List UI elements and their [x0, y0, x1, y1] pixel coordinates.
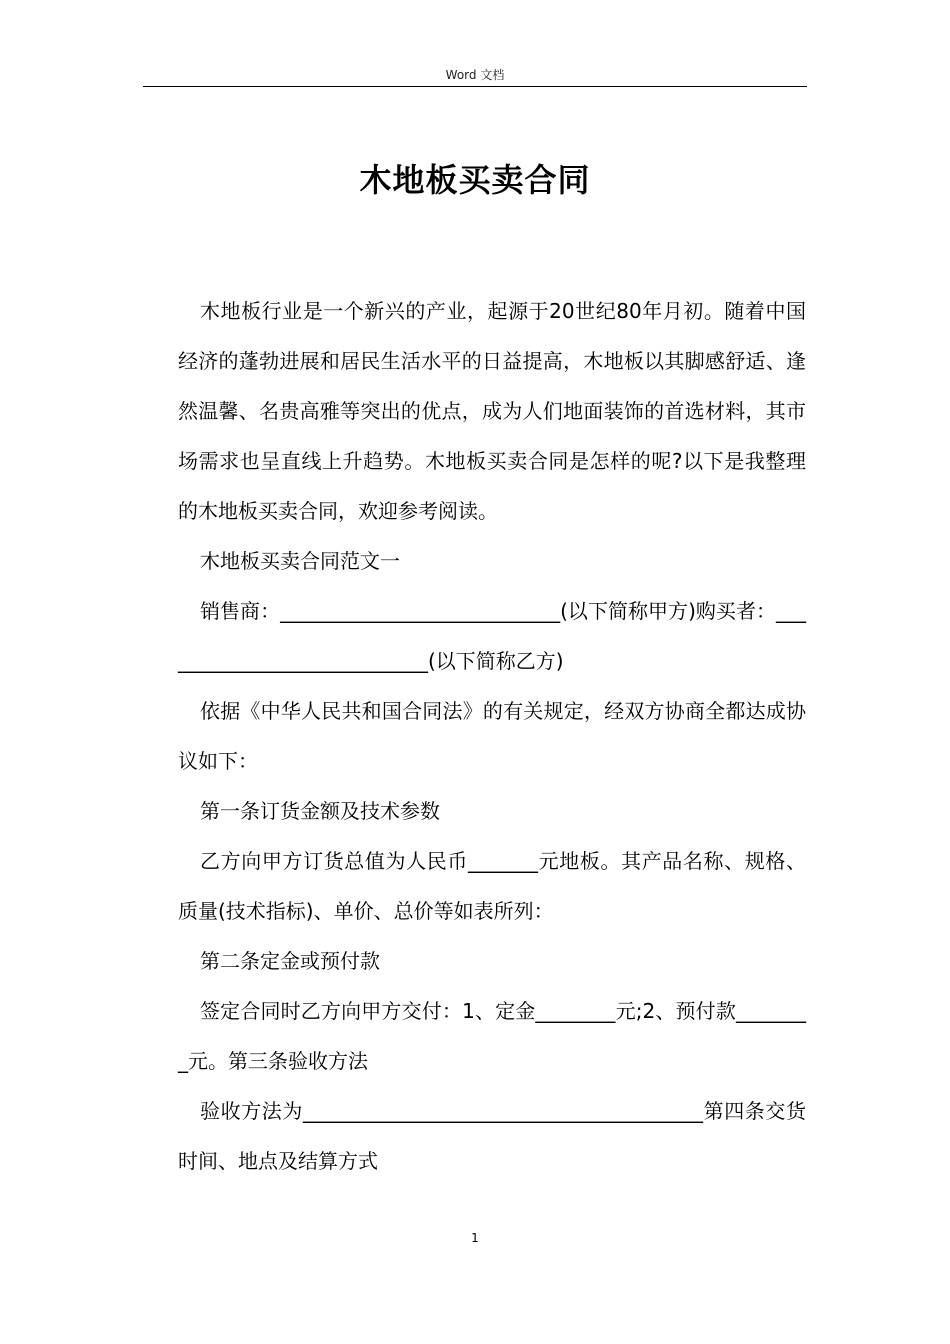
document-title: 木地板买卖合同 [359, 161, 591, 199]
article-3-paragraph: 验收方法为________________________________________第四条交货时间、地点及结算方式 [178, 1099, 806, 1173]
parties-paragraph: 销售商：____________________________(以下简称甲方)购买者：____________________________(以下简称乙方) [178, 599, 806, 673]
article-2-heading: 第二条定金或预付款 [200, 949, 380, 973]
page-number: 1 [471, 1231, 479, 1245]
article-1-heading: 第一条订货金额及技术参数 [200, 799, 440, 823]
sample-heading: 木地板买卖合同范文一 [200, 549, 400, 573]
agreement-paragraph: 依据《中华人民共和国合同法》的有关规定，经双方协商全都达成协议如下： [178, 699, 806, 773]
document-body [178, 286, 806, 1186]
intro-paragraph: 木地板行业是一个新兴的产业，起源于20世纪80年月初。随着中国经济的蓬勃进展和居民生活水平的日益提高，木地板以其脚感舒适、逢然温馨、名贵高雅等突出的优点，成为人们地面装饰的首选材料，其市场需求也呈直线上升趋势。木地板买卖合同是怎样的呢?以下是我整理的木地板买卖合同，欢迎参考阅读。 [178, 299, 806, 523]
article-2-paragraph: 签定合同时乙方向甲方交付：1、定金________元;2、预付款________元。第三条验收方法 [178, 999, 806, 1073]
header-divider [143, 86, 807, 87]
page-header-label: Word 文档 [445, 68, 505, 82]
article-1-paragraph: 乙方向甲方订货总值为人民币_______元地板。其产品名称、规格、质量(技术指标)、单价、总价等如表所列： [178, 849, 806, 923]
